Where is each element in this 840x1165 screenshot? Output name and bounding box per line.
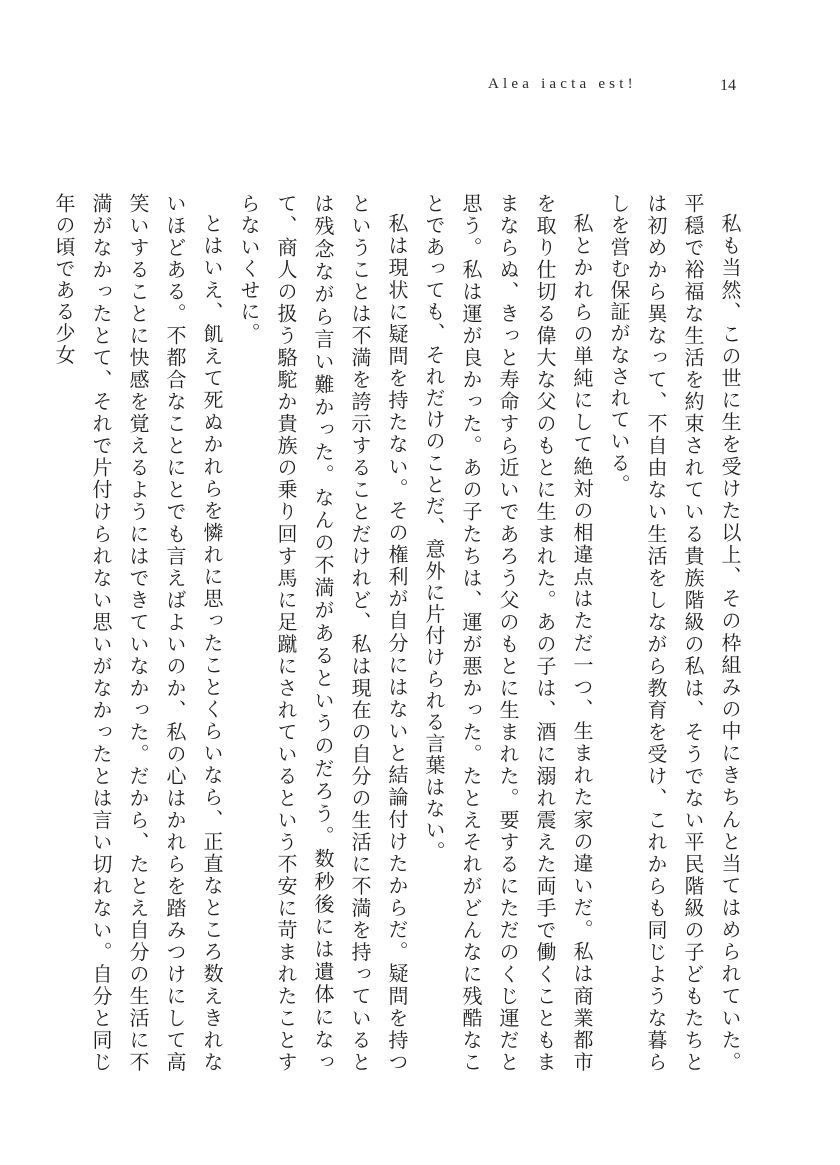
paragraph: とはいえ、飢えて死ぬかれらを憐れに思ったことくらいなら、正直なところ数えきれないほどある。不都合なことにとでも言えばよいのか、私の心はかれらを踏みつけにして高笑いすることに快感を覚えるようにはできていなかった。だから、たとえ自分の生活に不満がなかったとて、それで片付けられない思いがなかったとは言い切れない。自分と同じ年の頃である少女 (52, 193, 224, 1073)
page-number: 14 (720, 77, 736, 94)
running-title: Alea iacta est! (488, 76, 637, 92)
paragraph: 私とかれらの単純にして絶対の相違点はただ一つ、生まれた家の違いだ。私は商業都市を取り仕切る偉大な父のもとに生まれた。あの子は、酒に溺れ震えた両手で働くこともままならぬ、きっと寿命すら近いであろう父のもとに生まれた。要するにただのくじ運だと思う。私は運が良かった。あの子たちは、運が悪かった。たとえそれがどんなに残酷なことであっても、それだけのことだ、意外に片付けられる言葉はない。 (422, 193, 594, 1073)
paragraph: 私は現状に疑問を持たない。その権利が自分にはないと結論付けたからだ。疑問を持つということは不満を誇示することだけれど、私は現在の自分の生活に不満を持っているとは残念ながら言い難かった。なんの不満があるというのだろう。数秒後には遺体になって、商人の扱う駱駝か貴族の乗り回す馬に足蹴にされているという不安に苛まれたことすらないくせに。 (237, 193, 409, 1073)
paragraph: 私も当然、この世に生を受けた以上、その枠組みの中にきちんと当てはめられていた。平穏で裕福な生活を約束されている貴族階級の私は、そうでない平民階級の子どもたちとは初めから異なって、不自由ない生活をしながら教育を受け、これからも同じような暮らしを営む保証がなされている。 (607, 193, 742, 1073)
vertical-body-text (52, 193, 748, 1073)
